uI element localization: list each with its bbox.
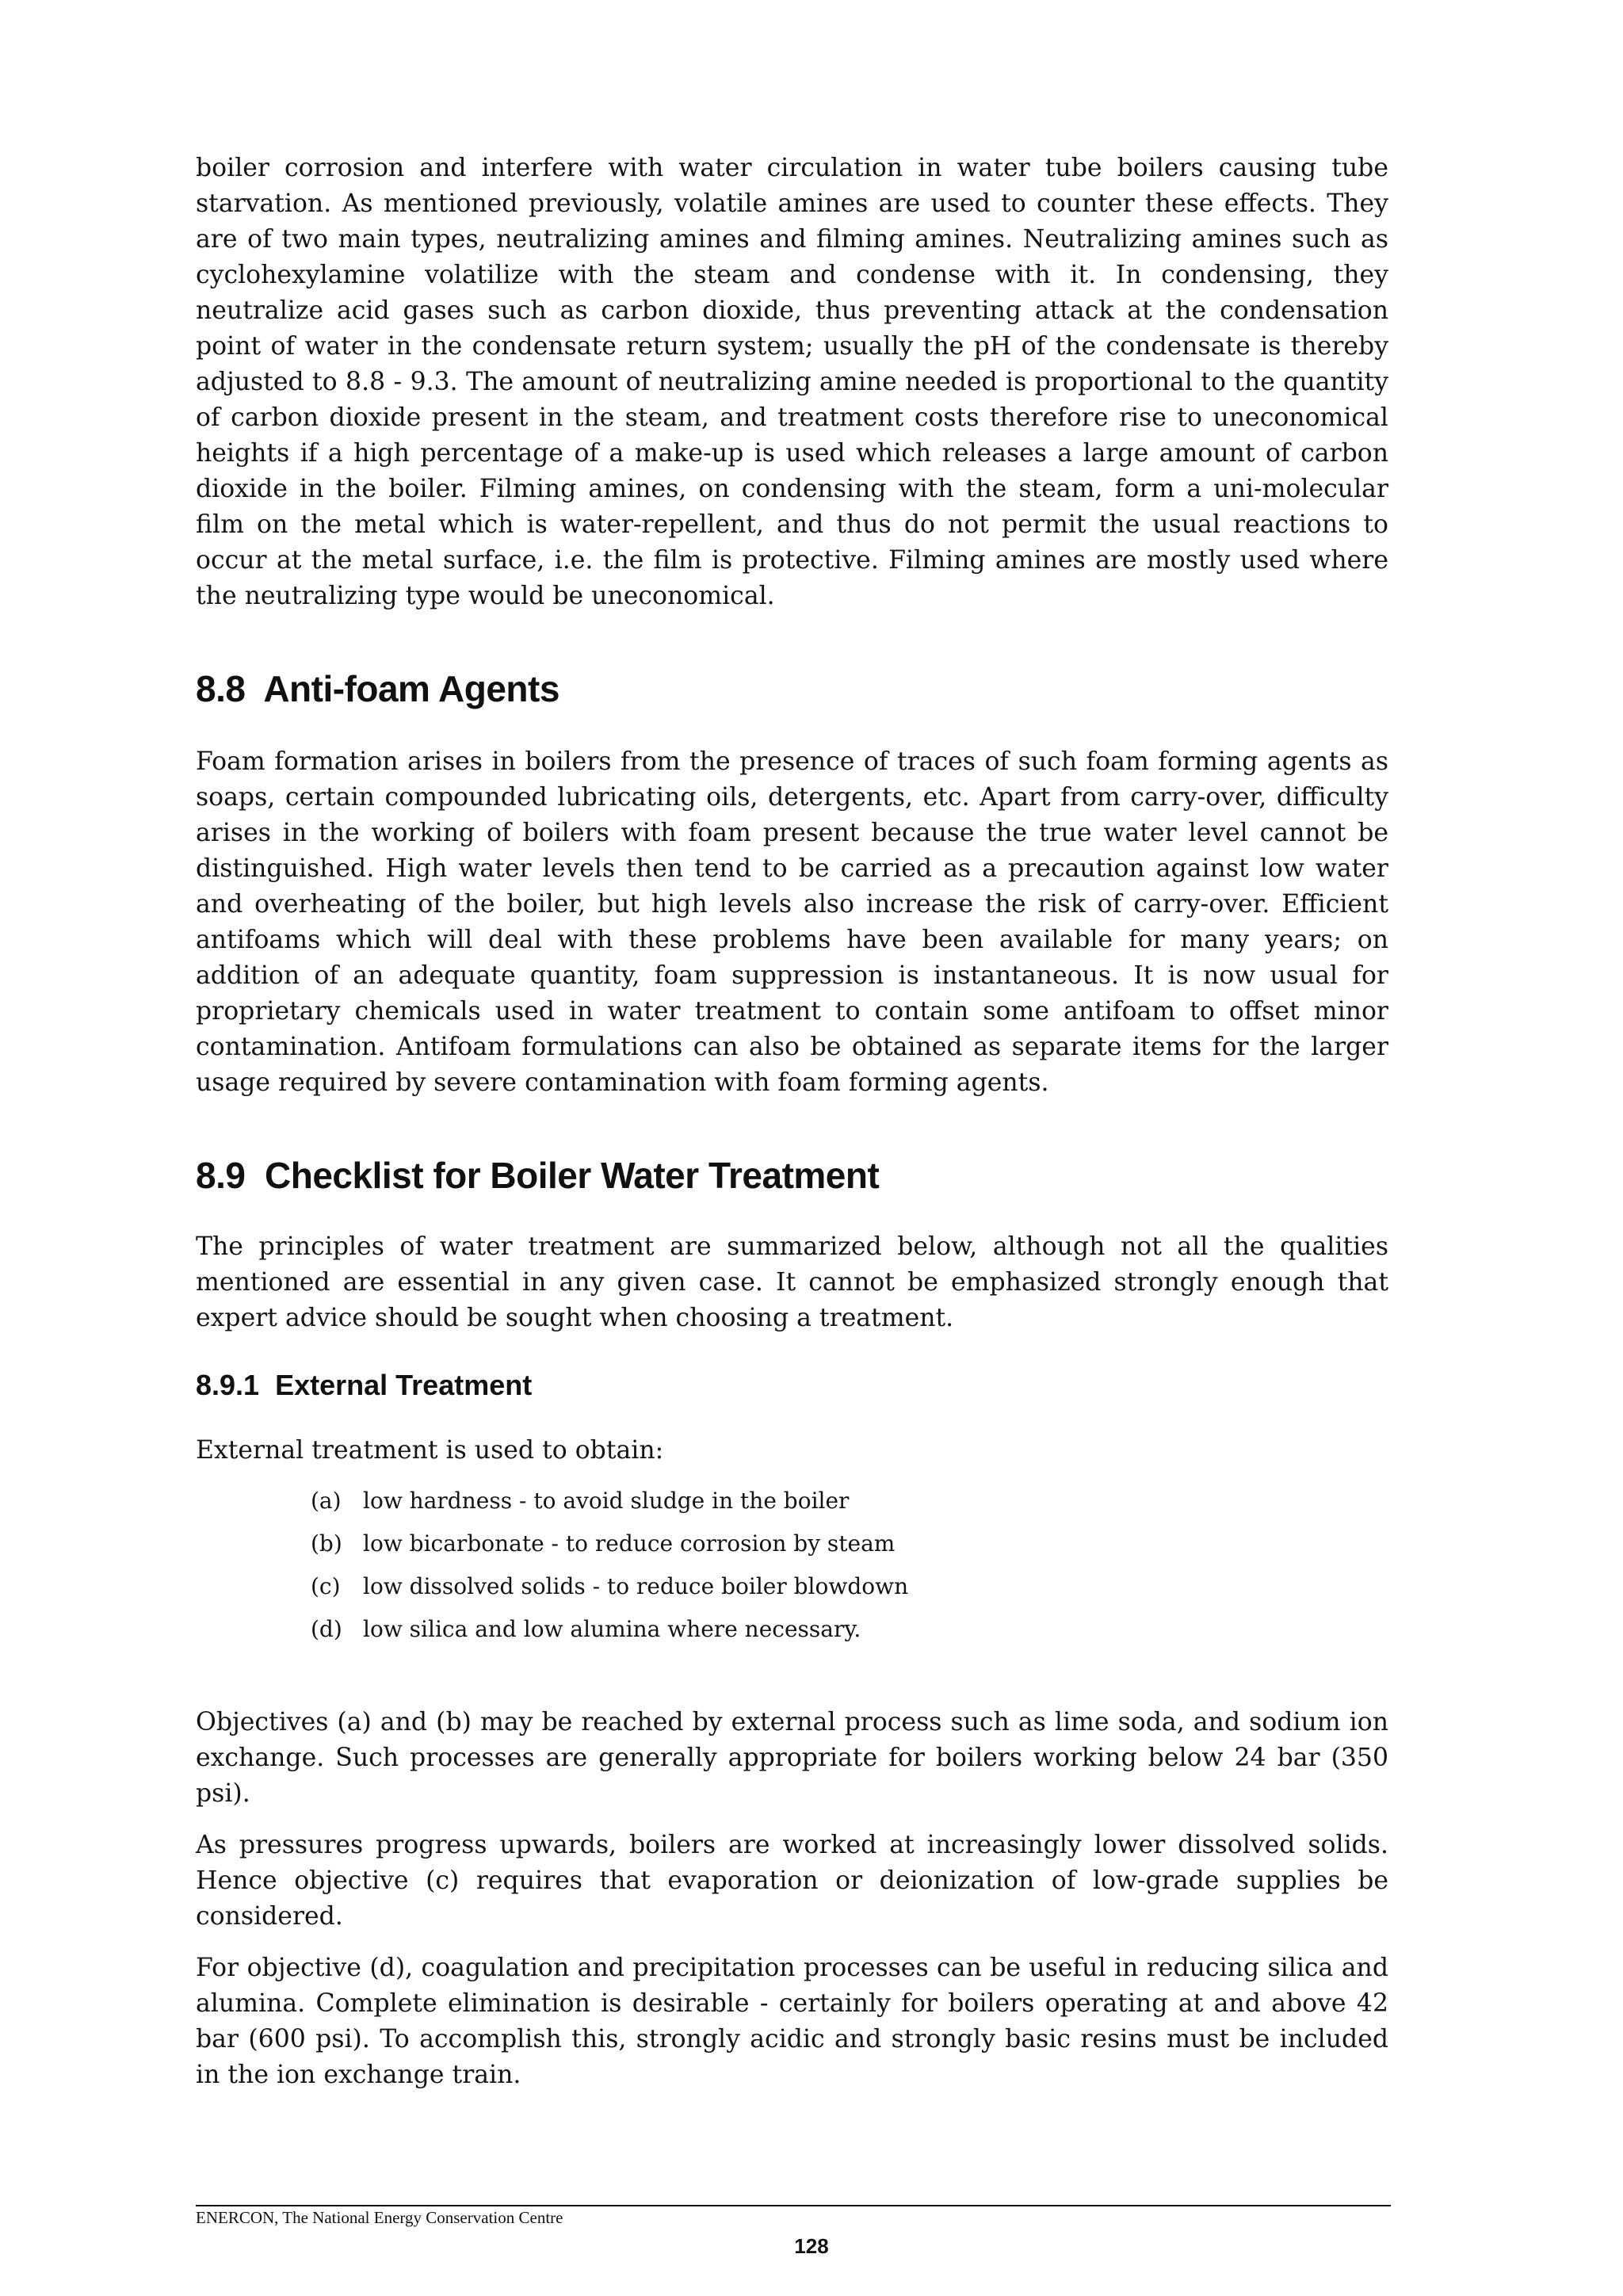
- section-title: Anti-foam Agents: [263, 668, 559, 709]
- list-item-text: low hardness - to avoid sludge in the boiler: [363, 1488, 850, 1514]
- list-item-text: low dissolved solids - to reduce boiler blowdown: [363, 1573, 909, 1599]
- objective-c-paragraph: As pressures progress upwards, boilers are worked at increasingly lower dissolved solids. Hence objective (c) requires that evaporation or deionization of low-grade supplies be considered.: [196, 1831, 1388, 1931]
- checklist-paragraph: The principles of water treatment are summarized below, although not all the qualities mentioned are essential in any given case. It cannot be emphasized strongly enough that expert advice should be sought when choosing a treatment.: [196, 1232, 1388, 1332]
- anti-foam-paragraph: Foam formation arises in boilers from the presence of traces of such foam forming agents as soaps, certain compounded lubricating oils, detergents, etc. Apart from carry-over, difficulty arises in the working of boilers with foam present because the true water level cannot be distinguished. High water levels then tend to be carried as a precaution against low water and overheating of the boiler, but high levels also increase the risk of carry-over. Efficient antifoams which will deal with these problems have been available for many years; on addition of an adequate quantity, foam suppression is instantaneous. It is now usual for proprietary chemicals used in water treatment to contain some antifoam to offset minor contamination. Antifoam formulations can also be obtained as separate items for the larger usage required by severe contamination with foam forming agents.: [196, 747, 1388, 1097]
- list-item: [311, 1608, 1388, 1651]
- list-item-text: low bicarbonate - to reduce corrosion by steam: [363, 1530, 896, 1557]
- page-number: 128: [794, 2234, 829, 2258]
- section-number: 8.8: [196, 668, 246, 709]
- list-item-text: low silica and low alumina where necessary.: [363, 1616, 861, 1642]
- list-marker: (a): [311, 1488, 342, 1514]
- subsection-number: 8.9.1: [196, 1369, 260, 1401]
- external-treatment-lead: External treatment is used to obtain:: [196, 1436, 664, 1465]
- page-content: [196, 151, 1388, 2093]
- section-number: 8.9: [196, 1155, 246, 1196]
- section-heading-8-8: [196, 667, 1388, 711]
- section-title: Checklist for Boiler Water Treatment: [265, 1155, 880, 1196]
- list-item: [311, 1522, 1388, 1565]
- objectives-ab-paragraph: Objectives (a) and (b) may be reached by external process such as lime soda, and sodium ion exchange. Such processes are generally appropriate for boilers working below 24 bar (350 psi).: [196, 1708, 1388, 1808]
- intro-paragraph: boiler corrosion and interfere with water circulation in water tube boilers causing tube starvation. As mentioned previously, volatile amines are used to counter these effects. They are of two main types, neutralizing amines and filming amines. Neutralizing amines such as cyclohexylamine volatilize with the steam and condense with it. In condensing, they neutralize acid gases such as carbon dioxide, thus preventing attack at the condensation point of water in the condensate return system; usually the pH of the condensate is thereby adjusted to 8.8 - 9.3. The amount of neutralizing amine needed is proportional to the quantity of carbon dioxide present in the steam, and treatment costs therefore rise to uneconomical heights if a high percentage of a make-up is used which releases a large amount of carbon dioxide in the boiler. Filming amines, on condensing with the steam, form a uni-molecular film on the metal which is water-repellent, and thus do not permit the usual reactions to occur at the metal surface, i.e. the film is protective. Filming amines are mostly used where the neutralizing type would be uneconomical.: [196, 154, 1388, 610]
- footer-organization: ENERCON, The National Energy Conservation Centre: [196, 2208, 563, 2227]
- subsection-title: External Treatment: [275, 1369, 533, 1401]
- objectives-list: [311, 1480, 1388, 1651]
- list-marker: (c): [311, 1573, 341, 1599]
- list-item: [311, 1565, 1388, 1608]
- objective-d-paragraph: For objective (d), coagulation and precipitation processes can be useful in reducing silica and alumina. Complete elimination is desirable - certainly for boilers operating at and above 42 bar (600 psi). To accomplish this, strongly acidic and strongly basic resins must be included in the ion exchange train.: [196, 1954, 1388, 2089]
- list-marker: (d): [311, 1616, 342, 1642]
- list-item: [311, 1480, 1388, 1522]
- subsection-heading-8-9-1: [196, 1368, 1388, 1403]
- section-heading-8-9: [196, 1153, 1388, 1198]
- list-marker: (b): [311, 1530, 342, 1557]
